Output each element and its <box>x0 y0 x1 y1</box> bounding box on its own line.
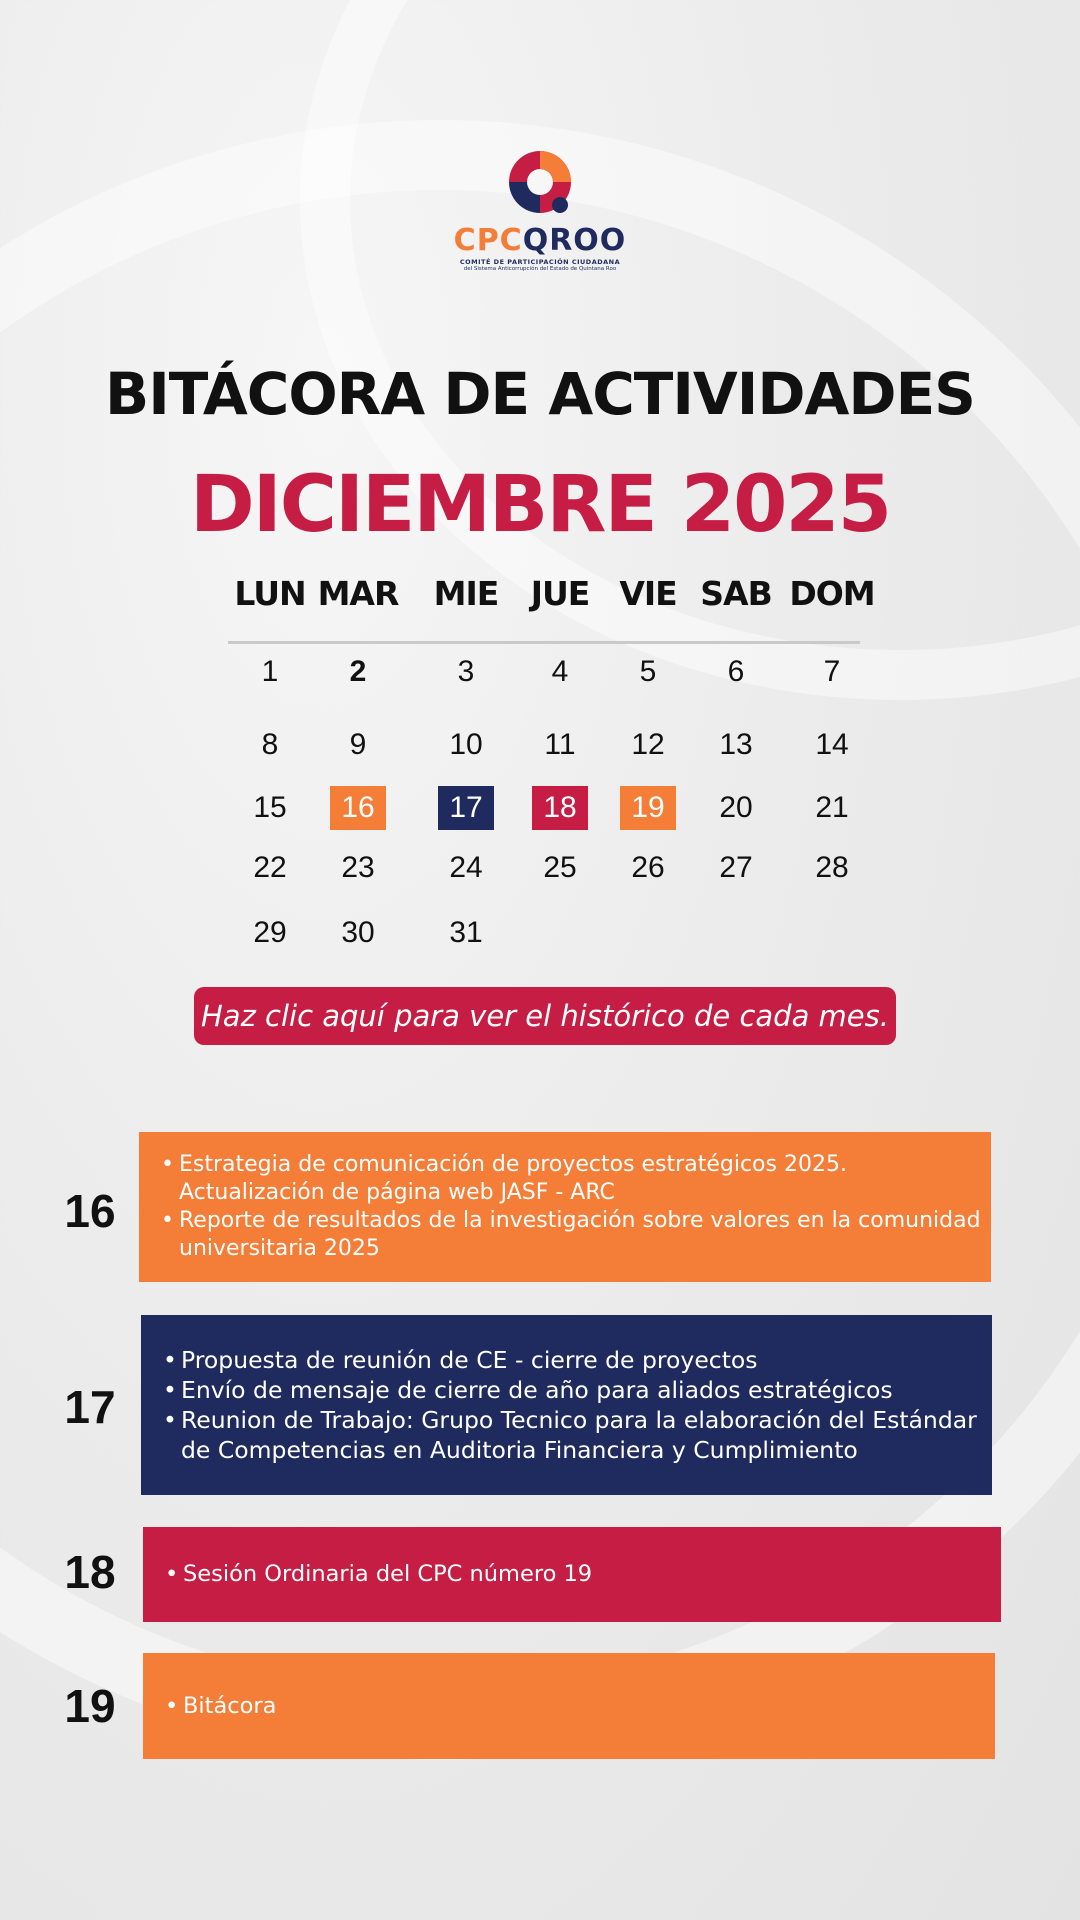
activity-item: • Estrategia de comunicación de proyectos estratégicos 2025. Actualización de página web JASF - ARC <box>161 1151 991 1207</box>
activity-list <box>141 1345 992 1465</box>
calendar-day[interactable]: 16 <box>330 786 386 830</box>
calendar-day: 25 <box>543 851 577 884</box>
calendar-day[interactable]: 19 <box>620 786 676 830</box>
calendar-day: 29 <box>253 916 287 949</box>
activity-box <box>143 1527 1001 1622</box>
calendar-day: 2 <box>349 655 367 688</box>
calendar-day: 10 <box>449 728 483 761</box>
calendar-day: 27 <box>719 851 753 884</box>
activity-item: • Propuesta de reunión de CE - cierre de proyectos <box>163 1345 992 1375</box>
calendar-day: 21 <box>815 791 849 824</box>
calendar-day: 13 <box>719 728 753 761</box>
weekday-header: VIE <box>619 574 677 613</box>
activity-day-number: 19 <box>64 1680 116 1732</box>
calendar-day: 26 <box>631 851 665 884</box>
activity-item: • Sesión Ordinaria del CPC número 19 <box>165 1560 592 1589</box>
activity-box <box>139 1132 991 1282</box>
calendar-day[interactable]: 18 <box>532 786 588 830</box>
activity-item: • Bitácora <box>165 1692 276 1721</box>
calendar-day: 7 <box>823 655 841 688</box>
calendar-day: 28 <box>815 851 849 884</box>
activity-list <box>143 1560 592 1589</box>
logo-wordmark: CPCQROO <box>453 223 627 258</box>
logo <box>0 145 1080 273</box>
activity-day-number: 18 <box>64 1546 116 1598</box>
calendar-day: 3 <box>457 655 475 688</box>
calendar-day: 15 <box>253 791 287 824</box>
calendar-day[interactable]: 17 <box>438 786 494 830</box>
activity-list <box>143 1692 276 1721</box>
weekday-header: JUE <box>530 574 590 613</box>
activity-item: • Envío de mensaje de cierre de año para aliados estratégicos <box>163 1375 992 1405</box>
calendar-day: 31 <box>449 916 483 949</box>
activity-day-number: 17 <box>64 1381 116 1433</box>
calendar-day: 12 <box>631 728 665 761</box>
weekday-header: SAB <box>700 574 772 613</box>
calendar-divider <box>228 641 860 644</box>
activity-item: • Reunion de Trabajo: Grupo Tecnico para la elaboración del Estándar de Competencias en Auditoria Financiera y Cumplimiento <box>163 1405 992 1465</box>
calendar-day: 1 <box>261 655 279 688</box>
calendar-day: 30 <box>341 916 375 949</box>
activity-item: • Reporte de resultados de la investigación sobre valores en la comunidad universitaria 2025 <box>161 1207 991 1263</box>
history-link-button[interactable]: Haz clic aquí para ver el histórico de cada mes. <box>194 987 896 1045</box>
activity-box <box>143 1653 995 1759</box>
weekday-header: LUN <box>234 574 306 613</box>
logo-subtitle: COMITÉ DE PARTICIPACIÓN CIUDADANA <box>459 258 621 266</box>
calendar-day: 22 <box>253 851 287 884</box>
calendar-day: 23 <box>341 851 375 884</box>
activity-day-number: 16 <box>64 1185 116 1237</box>
weekday-header: MAR <box>317 574 399 613</box>
calendar-day: 4 <box>551 655 569 688</box>
calendar-day: 8 <box>261 728 279 761</box>
calendar-day: 9 <box>349 728 367 761</box>
weekday-header: MIE <box>433 574 499 613</box>
activity-list <box>139 1151 991 1264</box>
logo-mark-icon <box>503 145 577 219</box>
calendar-day: 11 <box>544 728 576 761</box>
calendar-day: 24 <box>449 851 483 884</box>
weekday-header: DOM <box>789 574 875 613</box>
calendar-day: 6 <box>727 655 745 688</box>
page-title: BITÁCORA DE ACTIVIDADES <box>105 360 975 428</box>
calendar-day: 14 <box>815 728 849 761</box>
logo-subtitle-2: del Sistema Anticorrupción del Estado de Quintana Roo <box>463 266 617 272</box>
month-title: DICIEMBRE 2025 <box>190 460 890 550</box>
calendar-day: 20 <box>719 791 753 824</box>
calendar-day: 5 <box>639 655 657 688</box>
activity-box <box>141 1315 992 1495</box>
